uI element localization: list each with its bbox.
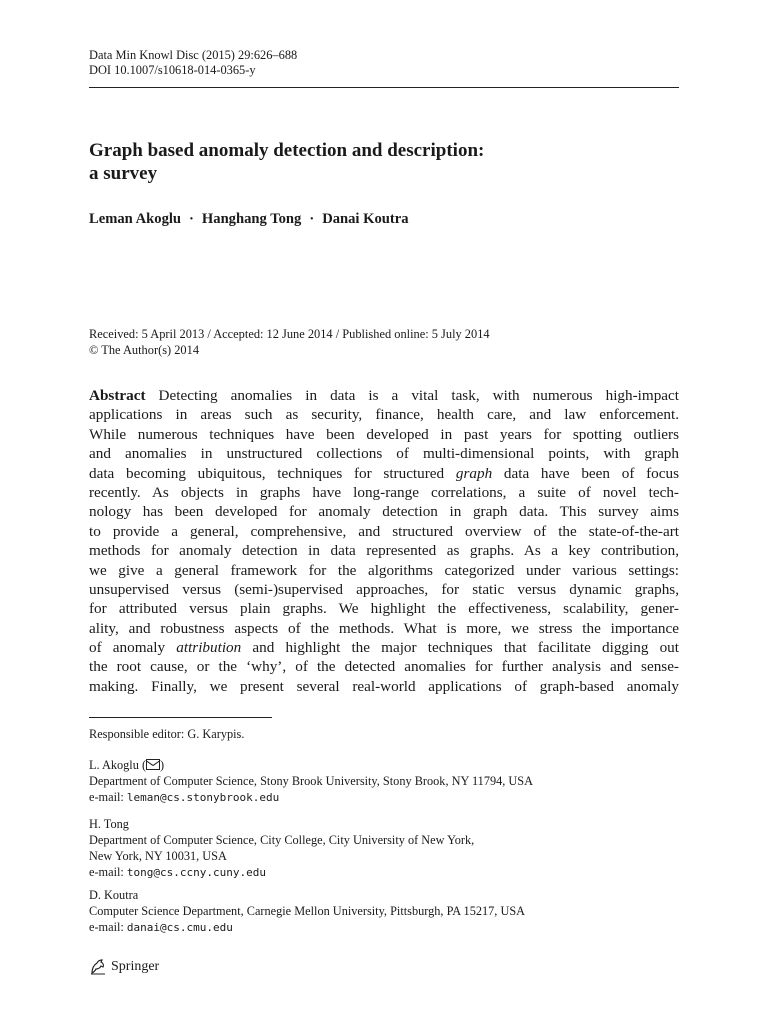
abstract-line bbox=[89, 619, 679, 638]
abstract-emphasis: attribution bbox=[176, 639, 242, 657]
abstract-text: of anomaly bbox=[89, 639, 177, 657]
abstract-line bbox=[89, 502, 679, 521]
abstract-text: we give a general framework for the algorithms categorized under various settings: bbox=[89, 561, 679, 579]
author-list bbox=[89, 210, 409, 228]
journal-citation: Data Min Knowl Disc (2015) 29:626–688 bbox=[89, 48, 298, 62]
affiliation-email: e-mail: danai@cs.cmu.edu bbox=[89, 920, 233, 934]
abstract-text: the root cause, or the ‘why’, of the detected anomalies for further analysis and sense- bbox=[89, 658, 679, 676]
abstract-text: data becoming ubiquitous, techniques for structured bbox=[89, 464, 456, 482]
responsible-editor: Responsible editor: G. Karypis. bbox=[89, 727, 245, 741]
abstract-text: and highlight the major techniques that facilitate digging out bbox=[241, 639, 679, 657]
history-dates: Received: 5 April 2013 / Accepted: 12 June 2014 / Published online: 5 July 2014 bbox=[89, 327, 490, 341]
affiliation-dept: Department of Computer Science, City College, City University of New York, bbox=[89, 833, 475, 847]
affiliation-dept: Computer Science Department, Carnegie Mellon University, Pittsburgh, PA 15217, USA bbox=[89, 904, 526, 918]
affiliation-tong bbox=[89, 816, 474, 881]
abstract-line bbox=[89, 541, 679, 560]
abstract-text: methods for anomaly detection in data represented as graphs. As a key contribution, bbox=[89, 542, 679, 560]
affiliation-email: e-mail: tong@cs.ccny.cuny.edu bbox=[89, 865, 266, 879]
email-address[interactable]: tong@cs.ccny.cuny.edu bbox=[126, 866, 266, 879]
envelope-icon bbox=[146, 759, 160, 770]
abstract-text: ality, and robustness aspects of the methods. What is more, we stress the importance bbox=[89, 619, 679, 637]
affiliation-dept-line2: New York, NY 10031, USA bbox=[89, 849, 227, 863]
abstract-line bbox=[89, 483, 679, 502]
abstract-text: applications in areas such as security, finance, health care, and law enforcement. bbox=[89, 406, 679, 424]
abstract-line bbox=[89, 599, 679, 618]
email-address[interactable]: leman@cs.stonybrook.edu bbox=[126, 791, 280, 804]
abstract-text: nology has been developed for anomaly detection in graph data. This survey aims bbox=[89, 503, 679, 521]
author-name: Hanghang Tong bbox=[201, 211, 302, 227]
title-line-2: a survey bbox=[89, 163, 158, 184]
abstract-text: Detecting anomalies in data is a vital task, with numerous high-impact bbox=[145, 387, 679, 404]
abstract-line bbox=[89, 425, 679, 444]
abstract-label: Abstract bbox=[89, 387, 146, 404]
abstract-text: data have been of focus bbox=[492, 464, 679, 482]
affiliation-name: L. Akoglu ( ) bbox=[89, 758, 165, 772]
publication-history bbox=[89, 326, 490, 358]
journal-doi: DOI 10.1007/s10618-014-0365-y bbox=[89, 63, 256, 77]
abstract-line bbox=[89, 561, 679, 580]
paper-page bbox=[89, 0, 679, 1024]
title-line-1: Graph based anomaly detection and description: bbox=[89, 140, 485, 161]
email-address[interactable]: danai@cs.cmu.edu bbox=[126, 921, 233, 934]
affiliation-akoglu bbox=[89, 757, 533, 806]
abstract-line bbox=[89, 444, 679, 463]
copyright-notice: © The Author(s) 2014 bbox=[89, 343, 200, 357]
publisher-footer bbox=[89, 957, 159, 977]
author-separator: · bbox=[309, 211, 315, 227]
affiliation-name: H. Tong bbox=[89, 817, 129, 831]
author-separator: · bbox=[189, 211, 194, 227]
affiliation-koutra bbox=[89, 887, 525, 936]
abstract-line bbox=[89, 677, 679, 696]
paper-title bbox=[89, 139, 679, 185]
abstract-text: for attributed versus plain graphs. We highlight the effectiveness, scalability, gener- bbox=[89, 600, 679, 618]
affiliation-email: e-mail: leman@cs.stonybrook.edu bbox=[89, 790, 280, 804]
author-name: Leman Akoglu bbox=[89, 211, 182, 227]
abstract-line bbox=[89, 638, 679, 657]
abstract-line bbox=[89, 657, 679, 676]
footnote-rule bbox=[89, 717, 272, 718]
abstract-text: to provide a general, comprehensive, and structured overview of the state-of-the-art bbox=[89, 522, 679, 540]
abstract-text: unsupervised versus (semi-)supervised approaches, for static versus dynamic graphs, bbox=[89, 580, 679, 598]
springer-horse-icon bbox=[89, 958, 107, 976]
abstract-line bbox=[89, 580, 679, 599]
abstract-text: making. Finally, we present several real-world applications of graph-based anomaly bbox=[89, 677, 679, 695]
affiliation-dept: Department of Computer Science, Stony Brook University, Stony Brook, NY 11794, USA bbox=[89, 774, 534, 788]
publisher-name: Springer bbox=[111, 959, 160, 974]
abstract-line bbox=[89, 464, 679, 483]
abstract-line bbox=[89, 386, 679, 405]
journal-header bbox=[89, 48, 297, 78]
abstract-text: recently. As objects in graphs have long-range correlations, a suite of novel tech- bbox=[89, 483, 679, 501]
abstract-line bbox=[89, 522, 679, 541]
abstract-text: and anomalies in unstructured collections of multi-dimensional points, with graph bbox=[89, 445, 679, 463]
header-rule bbox=[89, 87, 679, 88]
author-name: Danai Koutra bbox=[322, 211, 409, 227]
affiliation-name: D. Koutra bbox=[89, 888, 139, 902]
abstract-emphasis: graph bbox=[455, 464, 493, 482]
abstract-line bbox=[89, 405, 679, 424]
abstract bbox=[89, 386, 679, 696]
abstract-text: While numerous techniques have been developed in past years for spotting outliers bbox=[89, 425, 679, 443]
